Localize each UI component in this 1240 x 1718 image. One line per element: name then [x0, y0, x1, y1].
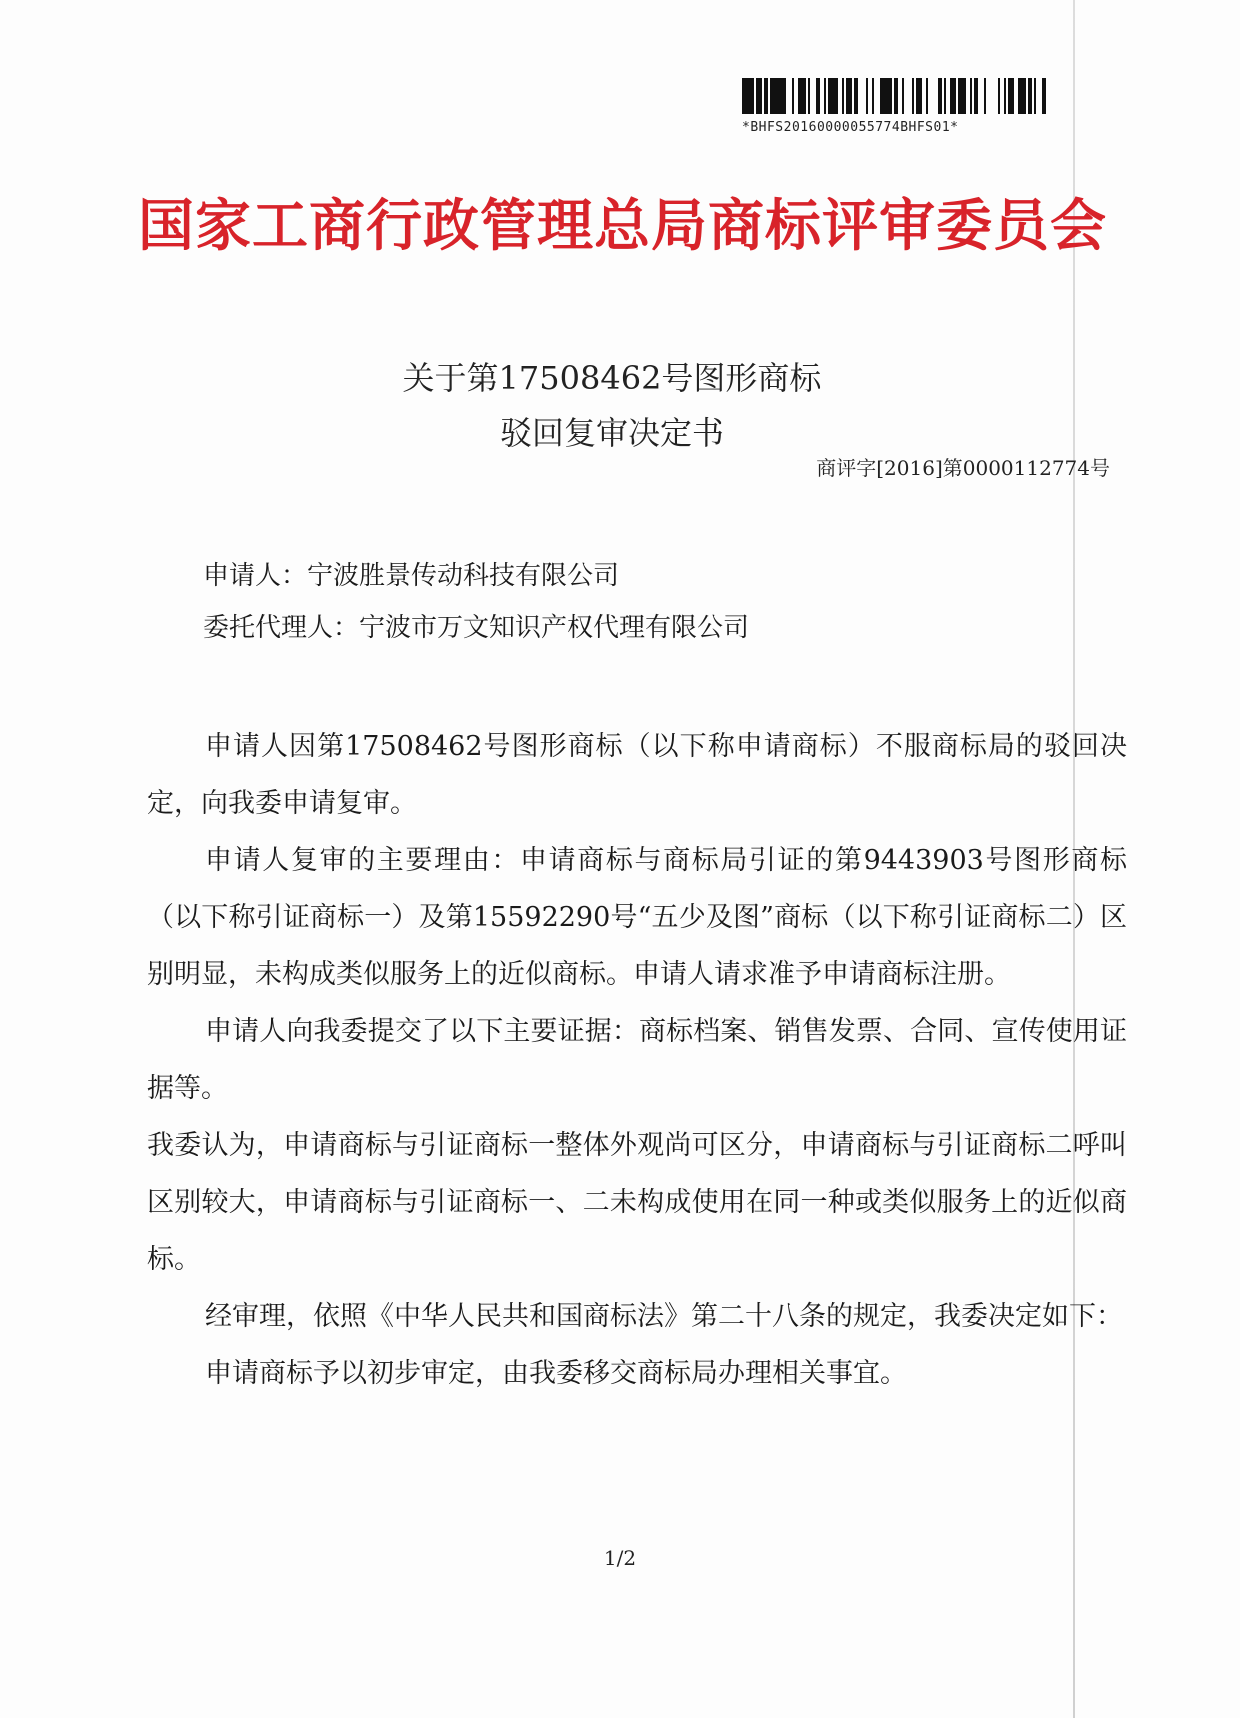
decision-body — [147, 718, 1127, 1402]
document-title-line1: 关于第17508462号图形商标 — [402, 359, 822, 397]
paragraph-request: 申请人因第17508462号图形商标（以下称申请商标）不服商标局的驳回决定，向我委申请复审。 — [147, 731, 1127, 819]
applicant-line: 申请人：宁波胜景传动科技有限公司 — [203, 561, 620, 591]
barcode-block — [742, 78, 1060, 135]
barcode-image — [742, 78, 1060, 118]
barcode-text: *BHFS20160000055774BHFS01* — [742, 120, 959, 135]
page-number: 1/2 — [603, 1546, 637, 1570]
paragraph-evidence: 申请人向我委提交了以下主要证据：商标档案、销售发票、合同、宣传使用证据等。 — [147, 1016, 1127, 1104]
document-number: 商评字[2016]第0000112774号 — [816, 456, 1110, 480]
organization-title: 国家工商行政管理总局商标评审委员会 — [138, 194, 1107, 259]
paragraph-opinion: 我委认为，申请商标与引证商标一整体外观尚可区分，申请商标与引证商标二呼叫区别较大，申请商标与引证商标一、二未构成使用在同一种或类似服务上的近似商标。 — [147, 1130, 1127, 1275]
paragraph-basis: 经审理，依照《中华人民共和国商标法》第二十八条的规定，我委决定如下： — [205, 1301, 1123, 1332]
agent-line: 委托代理人：宁波市万文知识产权代理有限公司 — [203, 613, 750, 643]
document-title-line2: 驳回复审决定书 — [499, 414, 724, 452]
paragraph-reasons: 申请人复审的主要理由：申请商标与商标局引证的第9443903号图形商标（以下称引证商标一）及第15592290号“五少及图”商标（以下称引证商标二）区别明显，未构成类似服务上的近似商标。申请人请求准予申请商标注册。 — [147, 845, 1127, 990]
paragraph-decision: 申请商标予以初步审定，由我委移交商标局办理相关事宜。 — [205, 1358, 907, 1389]
